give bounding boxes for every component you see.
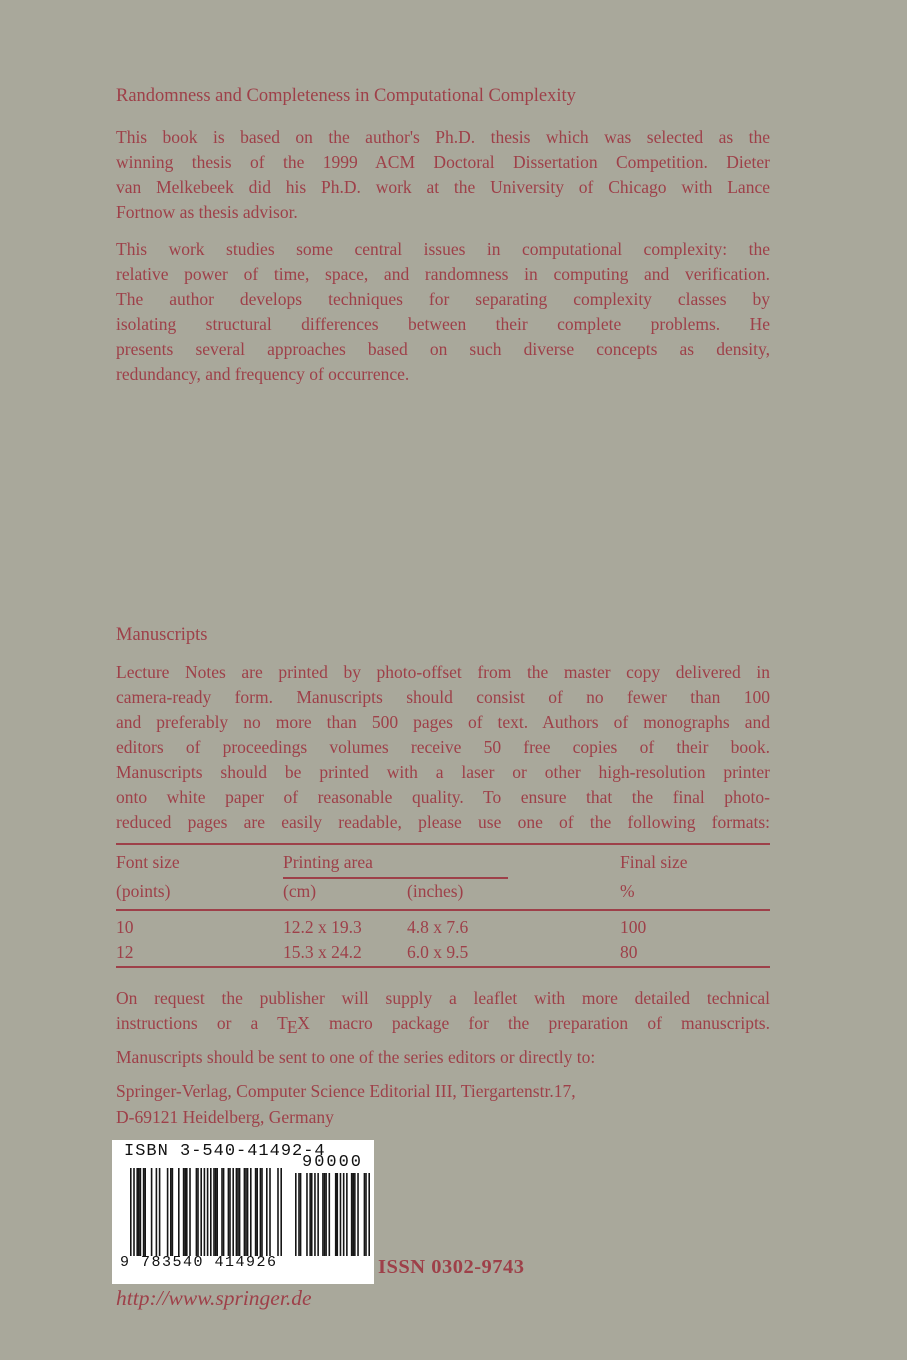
table-header-printing-area: Printing area <box>283 852 373 872</box>
blurb-line: This book is based on the author's Ph.D. thesis which was selected as the <box>116 127 770 147</box>
address-line: Springer-Verlag, Computer Science Editorial III, Tiergartenstr.17, <box>116 1081 576 1101</box>
address-line: D-69121 Heidelberg, Germany <box>116 1107 334 1127</box>
publisher-url: http://www.springer.de <box>116 1286 312 1310</box>
table-header-percent: % <box>620 881 635 901</box>
book-title: Randomness and Completeness in Computational Complexity <box>116 86 576 106</box>
blurb-line: relative power of time, space, and randomness in computing and verification. <box>116 264 770 284</box>
ean13-barcode <box>130 1168 282 1256</box>
table-header-font-size: Font size <box>116 852 180 872</box>
blurb-paragraph-2 <box>116 237 770 387</box>
table-header-cm: (cm) <box>283 881 317 901</box>
barcode-price-code: 90000 <box>302 1153 364 1172</box>
table-cell-cm: 15.3 x 24.2 <box>283 942 362 962</box>
table-rule <box>116 909 770 911</box>
request-paragraph <box>116 986 770 1036</box>
manuscripts-heading: Manuscripts <box>116 625 208 645</box>
blurb-line: The author develops techniques for separating complexity classes by <box>116 289 770 309</box>
blurb-line: isolating structural differences between their complete problems. He <box>116 314 770 334</box>
ean13-digits: 9 783540 414926 <box>120 1254 278 1271</box>
page-format-table <box>116 843 770 968</box>
table-cell-points: 12 <box>116 942 134 962</box>
table-cell-percent: 100 <box>620 917 647 937</box>
blurb-line: redundancy, and frequency of occurrence. <box>116 364 410 384</box>
table-header-inches: (inches) <box>407 881 464 901</box>
blurb-line: van Melkebeek did his Ph.D. work at the University of Chicago with Lance <box>116 177 770 197</box>
manuscripts-intro-paragraph <box>116 660 770 835</box>
table-cell-cm: 12.2 x 19.3 <box>283 917 362 937</box>
table-cell-inches: 4.8 x 7.6 <box>407 917 469 937</box>
table-header-points: (points) <box>116 881 171 901</box>
blurb-paragraph-1 <box>116 125 770 225</box>
issn-number: ISSN 0302-9743 <box>378 1256 525 1278</box>
manuscripts-line: Manuscripts should be printed with a laser or other high-resolution printer <box>116 762 770 782</box>
table-cell-points: 10 <box>116 917 134 937</box>
isbn-number-label: ISBN 3-540-41492-4 <box>124 1142 326 1161</box>
tex-logo-dropped-e: E <box>286 1016 298 1036</box>
request-line: On request the publisher will supply a leaflet with more detailed technical <box>116 988 770 1008</box>
table-rule <box>283 877 508 879</box>
blurb-line: presents several approaches based on such diverse concepts as density, <box>116 339 770 359</box>
isbn-barcode-block <box>112 1140 374 1284</box>
manuscripts-line: reduced pages are easily readable, please use one of the following formats: <box>116 812 770 832</box>
manuscripts-line: editors of proceedings volumes receive 50 free copies of their book. <box>116 737 770 757</box>
table-cell-inches: 6.0 x 9.5 <box>407 942 469 962</box>
blurb-line: Fortnow as thesis advisor. <box>116 202 298 222</box>
request-line-pre: instructions or a T <box>116 1013 288 1033</box>
manuscripts-line: camera-ready form. Manuscripts should consist of no fewer than 100 <box>116 687 770 707</box>
table-rule <box>116 966 770 968</box>
manuscripts-line: onto white paper of reasonable quality. To ensure that the final photo- <box>116 787 770 807</box>
send-instruction-line: Manuscripts should be sent to one of the series editors or directly to: <box>116 1047 596 1067</box>
manuscripts-line: Lecture Notes are printed by photo-offset from the master copy delivered in <box>116 662 770 682</box>
ean5-supplement-barcode <box>295 1173 370 1256</box>
blurb-line: This work studies some central issues in computational complexity: the <box>116 239 770 259</box>
publisher-address <box>116 1078 770 1130</box>
table-cell-percent: 80 <box>620 942 638 962</box>
blurb-line: winning thesis of the 1999 ACM Doctoral Dissertation Competition. Dieter <box>116 152 770 172</box>
table-rule <box>116 843 770 845</box>
request-line-post: X macro package for the preparation of manuscripts. <box>297 1013 770 1033</box>
request-line-tex <box>116 1011 770 1036</box>
manuscripts-line: and preferably no more than 500 pages of text. Authors of monographs and <box>116 712 770 732</box>
table-header-final-size: Final size <box>620 852 688 872</box>
